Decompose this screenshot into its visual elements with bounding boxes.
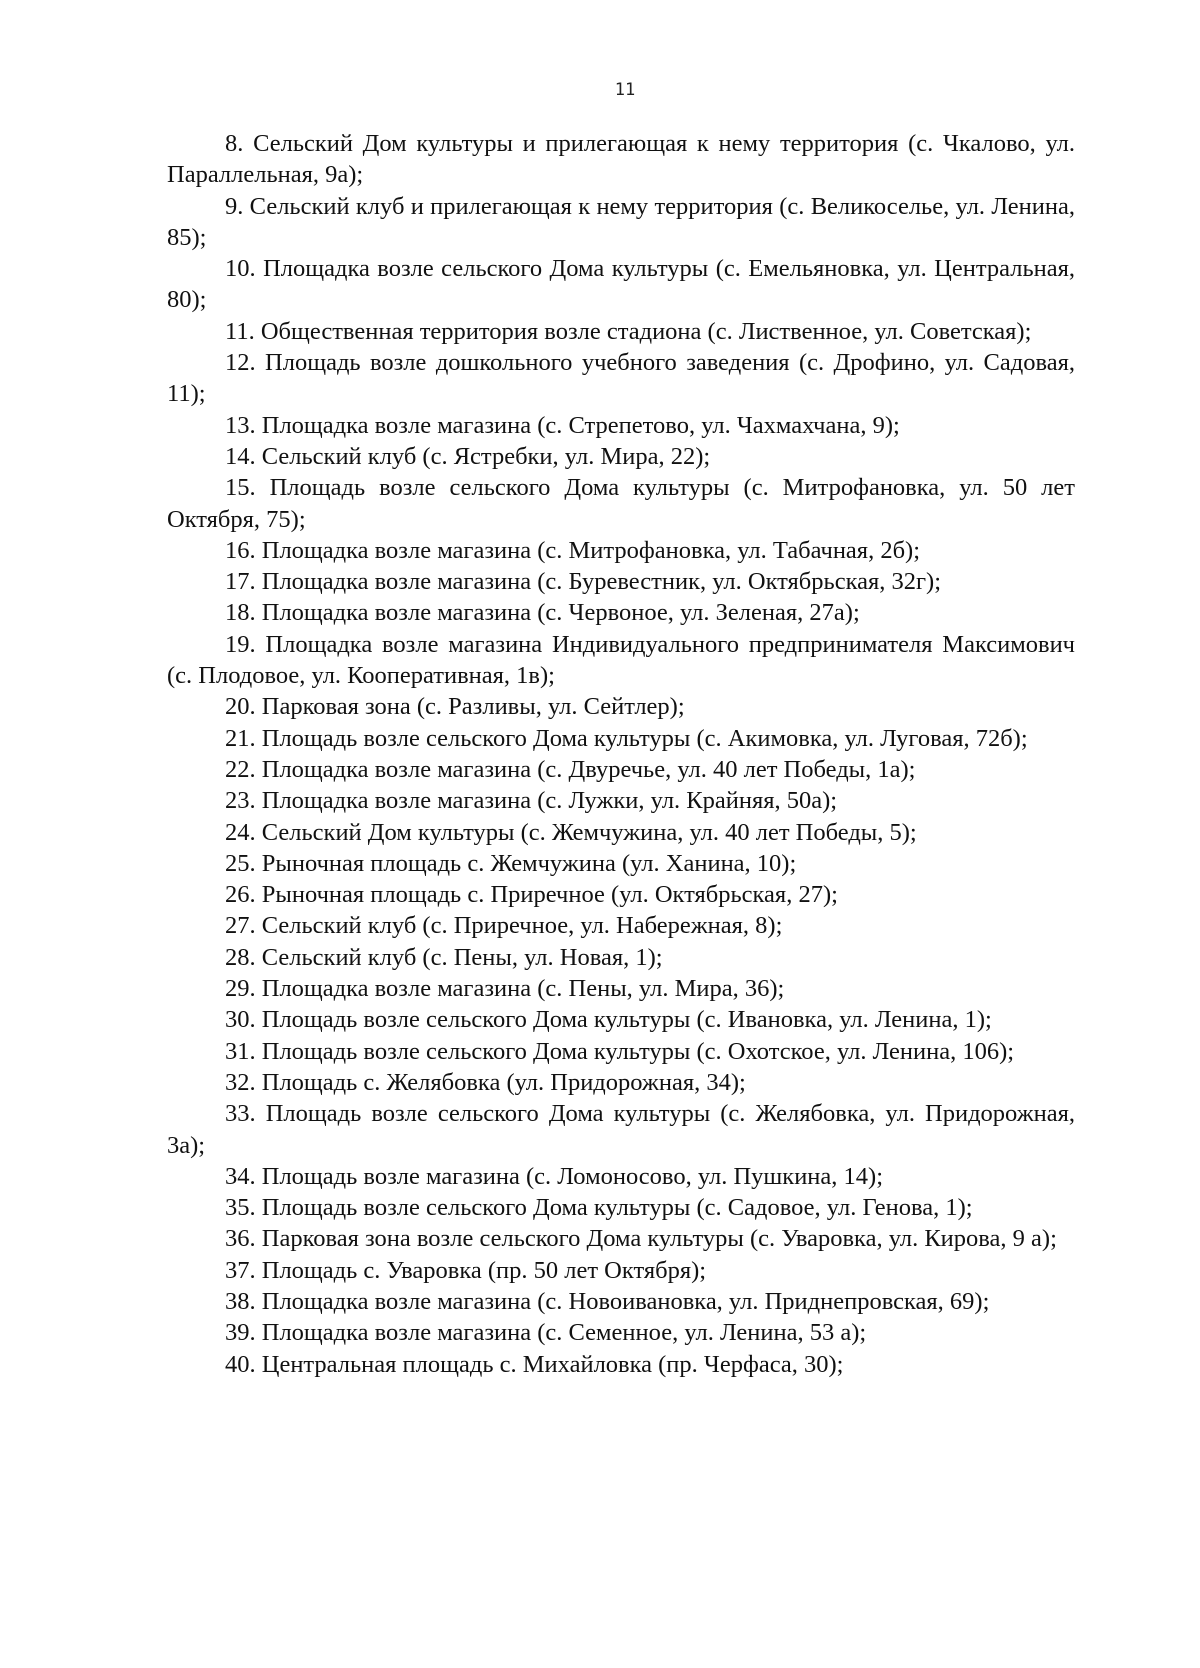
- list-item-29: 29. Площадка возле магазина (с. Пены, ул. Мира, 36);: [225, 975, 785, 1003]
- list-item-35: 35. Площадь возле сельского Дома культуры (с. Садовое, ул. Генова, 1);: [225, 1194, 973, 1222]
- list-item-21: 21. Площадь возле сельского Дома культуры (с. Акимовка, ул. Луговая, 72б);: [225, 724, 1028, 752]
- list-item-33: 33. Площадь возле сельского Дома культуры (с. Желябовка, ул. Придорожная, 3а);: [167, 1100, 1075, 1159]
- list-item-38: 38. Площадка возле магазина (с. Новоивановка, ул. Приднепровская, 69);: [225, 1287, 990, 1315]
- list-item-34: 34. Площадь возле магазина (с. Ломоносово, ул. Пушкина, 14);: [225, 1162, 884, 1190]
- list-item-30: 30. Площадь возле сельского Дома культуры (с. Ивановка, ул. Ленина, 1);: [225, 1006, 992, 1034]
- list-item-31: 31. Площадь возле сельского Дома культуры (с. Охотское, ул. Ленина, 106);: [225, 1037, 1015, 1065]
- list-item-24: 24. Сельский Дом культуры (с. Жемчужина, ул. 40 лет Победы, 5);: [225, 818, 917, 846]
- list-item-11: 11. Общественная территория возле стадиона (с. Лиственное, ул. Советская);: [225, 317, 1032, 345]
- list-item-22: 22. Площадка возле магазина (с. Двуречье, ул. 40 лет Победы, 1а);: [225, 755, 916, 783]
- list-item-10: 10. Площадка возле сельского Дома культуры (с. Емельяновка, ул. Центральная, 80);: [167, 255, 1075, 314]
- list-item-13: 13. Площадка возле магазина (с. Стрепетово, ул. Чахмахчана, 9);: [225, 411, 900, 439]
- list-item-16: 16. Площадка возле магазина (с. Митрофановка, ул. Табачная, 2б);: [225, 536, 921, 564]
- list-item-15: 15. Площадь возле сельского Дома культуры (с. Митрофановка, ул. 50 лет Октября, 75);: [167, 474, 1075, 533]
- list-item-23: 23. Площадка возле магазина (с. Лужки, ул. Крайняя, 50а);: [225, 787, 838, 815]
- page-number: 11: [614, 80, 636, 100]
- list-item-39: 39. Площадка возле магазина (с. Семенное, ул. Ленина, 53 а);: [225, 1319, 867, 1347]
- document-body: [167, 128, 1075, 1380]
- list-item-8: 8. Сельский Дом культуры и прилегающая к нему территория (с. Чкалово, ул. Параллельная, 9а);: [167, 130, 1075, 189]
- list-item-40: 40. Центральная площадь с. Михайловка (пр. Черфаса, 30);: [225, 1350, 844, 1378]
- list-item-28: 28. Сельский клуб (с. Пены, ул. Новая, 1);: [225, 943, 663, 971]
- list-item-32: 32. Площадь с. Желябовка (ул. Придорожная, 34);: [225, 1068, 746, 1096]
- list-item-20: 20. Парковая зона (с. Разливы, ул. Сейтлер);: [225, 693, 685, 721]
- list-item-25: 25. Рыночная площадь с. Жемчужина (ул. Ханина, 10);: [225, 849, 797, 877]
- list-item-9: 9. Сельский клуб и прилегающая к нему территория (с. Великоселье, ул. Ленина, 85);: [167, 192, 1075, 251]
- list-item-36: 36. Парковая зона возле сельского Дома культуры (с. Уваровка, ул. Кирова, 9 а);: [225, 1225, 1057, 1253]
- list-item-18: 18. Площадка возле магазина (с. Червоное, ул. Зеленая, 27а);: [225, 599, 860, 627]
- list-item-26: 26. Рыночная площадь с. Приречное (ул. Октябрьская, 27);: [225, 881, 838, 909]
- list-item-17: 17. Площадка возле магазина (с. Буревестник, ул. Октябрьская, 32г);: [225, 568, 942, 596]
- list-item-14: 14. Сельский клуб (с. Ястребки, ул. Мира, 22);: [225, 442, 711, 470]
- list-item-12: 12. Площадь возле дошкольного учебного заведения (с. Дрофино, ул. Садовая, 11);: [167, 349, 1075, 408]
- list-item-19: 19. Площадка возле магазина Индивидуального предпринимателя Максимович (с. Плодовое, ул. Кооперативная, 1в);: [167, 630, 1075, 690]
- list-item-27: 27. Сельский клуб (с. Приречное, ул. Набережная, 8);: [225, 912, 783, 940]
- list-item-37: 37. Площадь с. Уваровка (пр. 50 лет Октября);: [225, 1256, 707, 1284]
